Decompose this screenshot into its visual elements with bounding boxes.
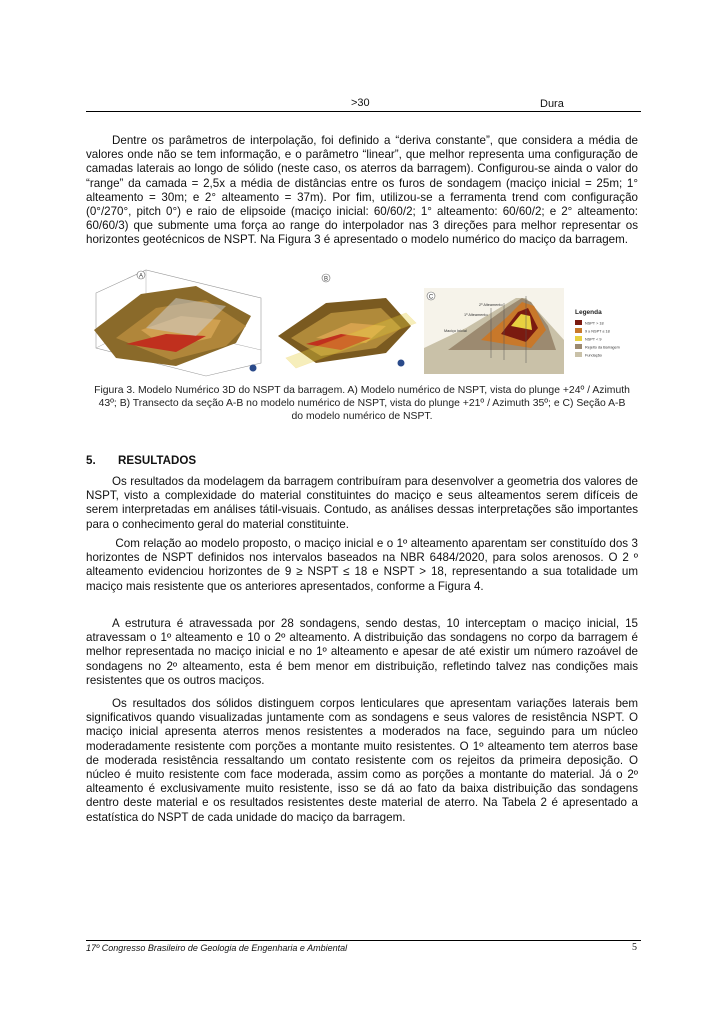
paragraph-results-4 xyxy=(86,697,638,825)
section-title: RESULTADOS xyxy=(118,454,197,467)
paragraph-results-3-text: A estrutura é atravessada por 28 sondagens, sendo destas, 10 interceptam o maciço inicial, 15 atravessam o 1º alteamento e 10 o 2º alteamento. A distribuição das sondagens no corpo da barragem é melhor representada no maciço inicial e no 1º alteamento e apesar de até existir um número razoável de sondagens no 2º alteamento, esta é bem menor em distribuição, refletindo talvez nas condições mais resistentes que os outros maciços. xyxy=(86,617,638,687)
footer-conference: 17º Congresso Brasileiro de Geologia de Engenharia e Ambiental xyxy=(86,943,348,953)
section-label-initial: Maciço Inicial xyxy=(444,329,467,333)
figure-legend xyxy=(571,303,633,373)
section-heading xyxy=(86,454,196,467)
paragraph-interpolation-text: Dentre os parâmetros de interpolação, foi definido a “deriva constante”, que considera a média de valores onde não se tem informação, e o parâmetro “linear”, que melhor representa uma configuração de camadas laterais ao longo de sólido (neste caso, os aterros da barragem). Configurou-se ainda o valor do “range” da camada = 2,5x a média de distâncias entre os furos de sondagem (maciço inicial = 25m; 1° alteamento = 30m; e 2° alteamento = 37m). Por fim, utilizou-se a ferramenta trend com configuração (0°/270°, pitch 0°) e raio de elipsoide (maciço inicial: 60/60/2; 1° alteamento: 60/60/2; e 2° alteamento: 60/60/3) que submente uma força ao range do interpolador nas 3 direções para melhor representar os horizontes geotécnicos de NSPT. Na Figura 3 é apresentado o modelo numérico do maciço da barragem. xyxy=(86,134,638,247)
header-title: Dura xyxy=(540,98,564,110)
panel-b-label: B xyxy=(323,276,329,283)
figure-panel-c xyxy=(424,288,564,374)
footer-page-number: 5 xyxy=(632,942,637,953)
legend-item-foundation: Fundação xyxy=(585,353,602,358)
panel-a-label: A xyxy=(138,273,144,280)
header-page-number: >30 xyxy=(351,97,370,109)
figure-panel-b xyxy=(278,274,416,368)
legend-item-high: NSPT > 18 xyxy=(585,321,604,326)
paragraph-results-2 xyxy=(86,537,638,594)
legend-item-low: NSPT < 9 xyxy=(585,337,602,342)
paragraph-interpolation xyxy=(86,134,638,248)
paragraph-results-3 xyxy=(86,617,638,688)
section-label-2nd: 2º Alteamento xyxy=(479,303,503,307)
figure-panel-a xyxy=(94,270,261,376)
panel-c-label: C xyxy=(428,294,434,301)
page-header xyxy=(86,97,641,112)
legend-title: Legenda xyxy=(575,309,602,316)
legend-item-tailings: Rejeito da Barragem xyxy=(585,345,620,350)
paragraph-results-1-text: Os resultados da modelagem da barragem contribuíram para desenvolver a geometria dos valores de NSPT, visto a complexidade do material constituintes do maciço e seus alteamentos serem difíceis de serem interpretadas em análises tátil-visuais. Contudo, as análises dessas interpretações são importantes para o conhecimento geral do material constituinte. xyxy=(86,475,638,531)
section-label-1st: 1º Alteamento xyxy=(464,313,488,317)
section-number: 5. xyxy=(86,454,96,467)
paragraph-results-1 xyxy=(86,475,638,532)
paragraph-results-2-text: Com relação ao modelo proposto, o maciço inicial e o 1º alteamento aparentam ser constituído dos 3 horizontes de NSPT definidos nos intervalos baseados na NBR 6484/2020, para solos arenosos. O 2 º alteamento evidenciou horizontes de 9 ≥ NSPT ≤ 18 e NSPT > 18, representando a sua totalidade um maciço mais resistente que os anteriores apresentados, conforme a Figura 4. xyxy=(86,537,638,593)
legend-item-mid: 9 ≥ NSPT ≤ 18 xyxy=(585,329,610,334)
figure-3 xyxy=(86,268,638,380)
page-footer xyxy=(86,940,641,955)
figure-caption: Figura 3. Modelo Numérico 3D do NSPT da barragem. A) Modelo numérico de NSPT, vista do plunge +24º / Azimuth 43º; B) Transecto da seção A-B no modelo numérico de NSPT, vista do plunge +21º / Azimuth 35º; e C) Seção A-B do modelo numérico de NSPT. xyxy=(94,385,630,422)
paragraph-results-4-text: Os resultados dos sólidos distinguem corpos lenticulares que apresentam variações laterais bem significativos quando visualizadas juntamente com as sondagens e seus valores de resistência NSPT. O maciço inicial apresenta aterros menos resistentes a moderados na face, seguindo para um núcleo moderadamente resistente com porções a montante muito resistentes. O 1º alteamento tem aterros base de moderada resistência ressaltando um contato resistente com os rejeitos da primeira deposição. O núcleo é muito resistente com face moderada, assim como as porções a montante do material. Já o 2º alteamento é exclusivamente muito resistente, isso se dá ao fato da baixa distribuição das sondagens dentro deste material e os resultados resistentes deste material de aterro. Na Tabela 2 é apresentado a estatística do NSPT de cada unidade do maciço da barragem. xyxy=(86,697,638,824)
